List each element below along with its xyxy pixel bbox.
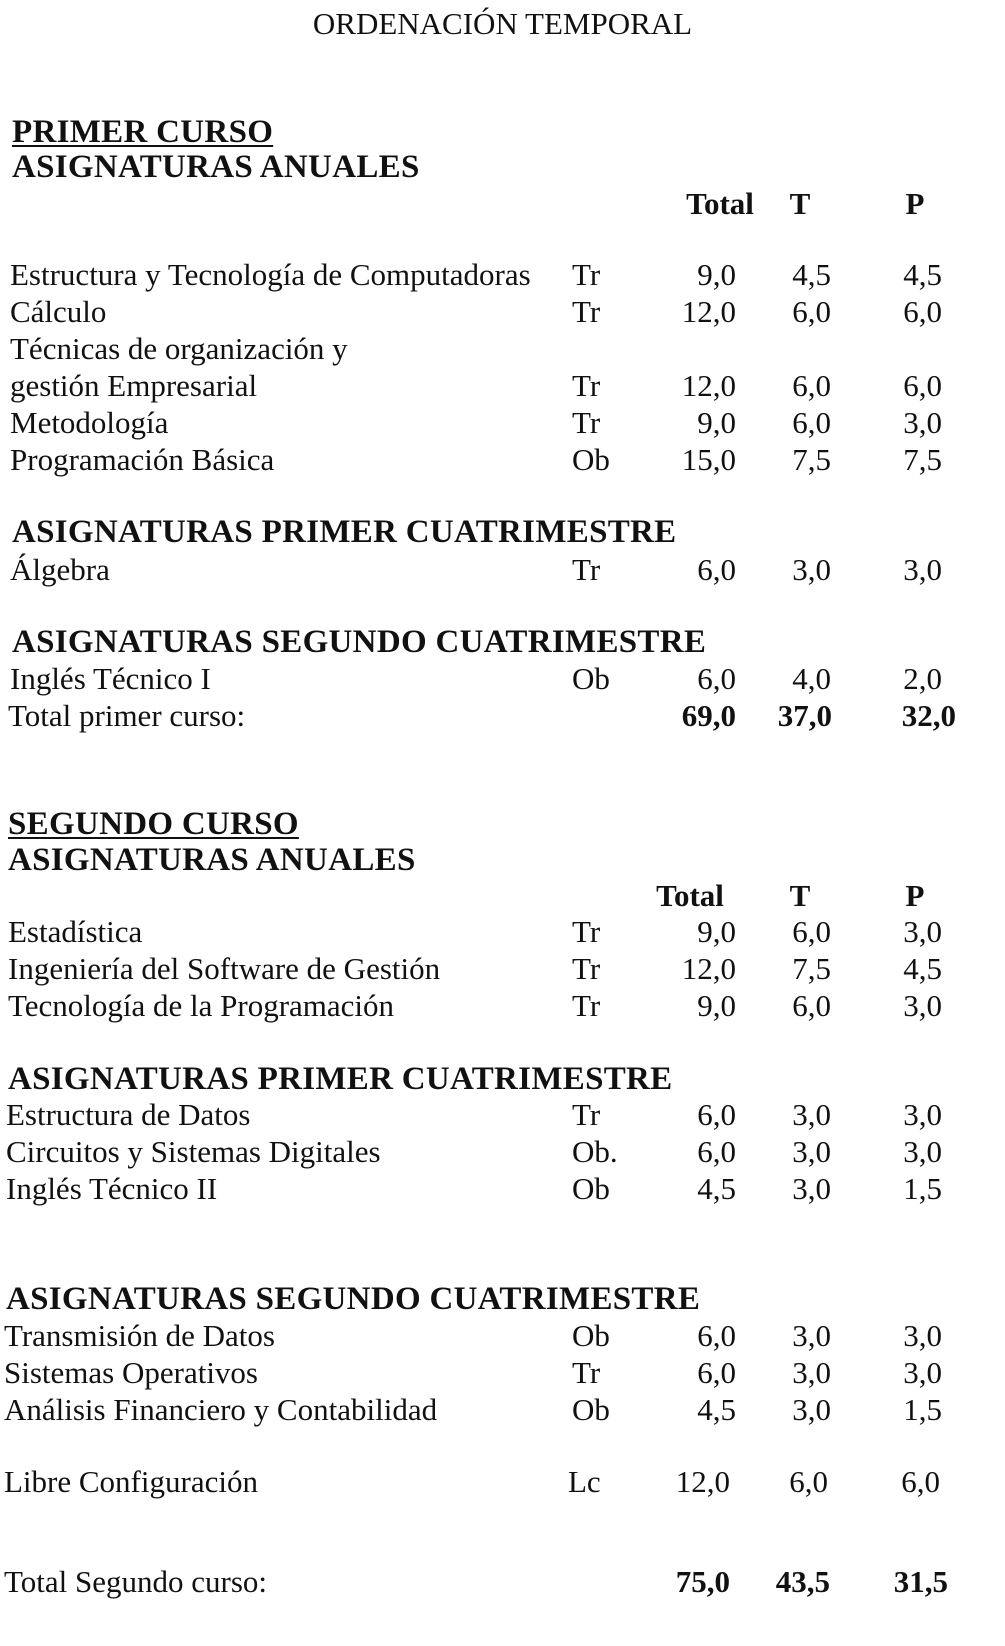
segundo-total-label: Total Segundo curso: <box>4 1564 268 1599</box>
subject-t: 7,5 <box>792 951 831 986</box>
libre-name: Libre Configuración <box>4 1464 258 1499</box>
segundo-col-p: P <box>905 878 925 913</box>
subject-p: 1,5 <box>903 1171 942 1206</box>
subject-total: 6,0 <box>697 1355 736 1390</box>
subject-p: 4,5 <box>903 257 942 292</box>
primer-col-t: T <box>789 186 811 221</box>
subject-p: 3,0 <box>903 1134 942 1169</box>
subject-p: 3,0 <box>903 1318 942 1353</box>
libre-t: 6,0 <box>789 1464 828 1499</box>
subject-t: 3,0 <box>792 1134 831 1169</box>
segundo-col-t: T <box>789 878 811 913</box>
subject-name: Programación Básica <box>10 442 275 477</box>
subject-name: Inglés Técnico I <box>10 661 211 696</box>
subject-p: 1,5 <box>903 1392 942 1427</box>
subject-type: Tr <box>572 951 601 986</box>
subject-name: Análisis Financiero y Contabilidad <box>4 1392 438 1427</box>
subject-total: 6,0 <box>697 1134 736 1169</box>
primer-col-p: P <box>905 186 925 221</box>
subject-name: Técnicas de organización y <box>10 331 348 366</box>
subject-type: Tr <box>572 914 601 949</box>
subject-t: 3,0 <box>792 1355 831 1390</box>
primer-col-total: Total <box>686 186 754 221</box>
subject-t: 3,0 <box>792 1392 831 1427</box>
subject-type: Tr <box>572 294 601 329</box>
subject-name: gestión Empresarial <box>10 368 258 403</box>
subject-type: Ob <box>572 1318 610 1353</box>
subject-t: 3,0 <box>792 1318 831 1353</box>
segundo-curso-heading: SEGUNDO CURSO <box>8 806 299 842</box>
subject-name: Circuitos y Sistemas Digitales <box>6 1134 381 1169</box>
segundo-cuat2-heading: ASIGNATURAS SEGUNDO CUATRIMESTRE <box>6 1281 701 1317</box>
subject-type: Tr <box>572 988 601 1023</box>
subject-total: 15,0 <box>681 442 736 477</box>
subject-total: 9,0 <box>697 988 736 1023</box>
subject-p: 3,0 <box>903 405 942 440</box>
subject-type: Ob <box>572 1392 610 1427</box>
subject-t: 6,0 <box>792 405 831 440</box>
subject-total: 12,0 <box>681 368 736 403</box>
segundo-total-total: 75,0 <box>675 1564 730 1599</box>
subject-t: 3,0 <box>792 1097 831 1132</box>
subject-total: 12,0 <box>681 951 736 986</box>
segundo-cuat1-heading: ASIGNATURAS PRIMER CUATRIMESTRE <box>8 1061 673 1097</box>
subject-t: 6,0 <box>792 368 831 403</box>
subject-name: Estructura de Datos <box>6 1097 251 1132</box>
subject-p: 6,0 <box>903 368 942 403</box>
subject-total: 6,0 <box>697 552 736 587</box>
subject-t: 4,5 <box>792 257 831 292</box>
subject-t: 4,0 <box>792 661 831 696</box>
subject-type: Tr <box>572 552 601 587</box>
subject-t: 6,0 <box>792 294 831 329</box>
subject-type: Tr <box>572 257 601 292</box>
subject-total: 6,0 <box>697 1097 736 1132</box>
subject-t: 6,0 <box>792 988 831 1023</box>
subject-name: Estructura y Tecnología de Computadoras <box>10 257 531 292</box>
subject-name: Metodología <box>10 405 169 440</box>
subject-t: 3,0 <box>792 552 831 587</box>
segundo-anuales-heading: ASIGNATURAS ANUALES <box>8 842 416 878</box>
subject-p: 2,0 <box>903 661 942 696</box>
segundo-col-total: Total <box>656 878 724 913</box>
subject-p: 3,0 <box>903 1097 942 1132</box>
subject-name: Transmisión de Datos <box>4 1318 275 1353</box>
subject-p: 3,0 <box>903 552 942 587</box>
subject-p: 7,5 <box>903 442 942 477</box>
primer-total-label: Total primer curso: <box>8 698 246 733</box>
subject-total: 9,0 <box>697 914 736 949</box>
subject-name: Ingeniería del Software de Gestión <box>8 951 441 986</box>
subject-type: Tr <box>572 1097 601 1132</box>
subject-name: Cálculo <box>10 294 107 329</box>
subject-type: Tr <box>572 368 601 403</box>
segundo-total-p: 31,5 <box>893 1564 948 1599</box>
subject-name: Estadística <box>8 914 143 949</box>
libre-type: Lc <box>568 1464 601 1499</box>
primer-anuales-heading: ASIGNATURAS ANUALES <box>12 149 420 185</box>
subject-total: 6,0 <box>697 661 736 696</box>
subject-total: 4,5 <box>697 1171 736 1206</box>
libre-total: 12,0 <box>675 1464 730 1499</box>
primer-total-total: 69,0 <box>681 698 736 733</box>
subject-p: 3,0 <box>903 988 942 1023</box>
primer-cuat2-heading: ASIGNATURAS SEGUNDO CUATRIMESTRE <box>12 624 707 660</box>
subject-type: Ob <box>572 442 610 477</box>
subject-p: 3,0 <box>903 914 942 949</box>
subject-type: Ob <box>572 1171 610 1206</box>
primer-total-t: 37,0 <box>777 698 832 733</box>
subject-p: 6,0 <box>903 294 942 329</box>
subject-p: 3,0 <box>903 1355 942 1390</box>
subject-total: 6,0 <box>697 1318 736 1353</box>
subject-p: 4,5 <box>903 951 942 986</box>
primer-cuat1-heading: ASIGNATURAS PRIMER CUATRIMESTRE <box>12 514 677 550</box>
subject-type: Tr <box>572 1355 601 1390</box>
subject-name: Inglés Técnico II <box>6 1171 218 1206</box>
page-title: ORDENACIÓN TEMPORAL <box>312 6 693 41</box>
subject-name: Álgebra <box>10 552 110 587</box>
subject-t: 7,5 <box>792 442 831 477</box>
subject-t: 6,0 <box>792 914 831 949</box>
subject-type: Tr <box>572 405 601 440</box>
subject-type: Ob <box>572 661 610 696</box>
subject-name: Sistemas Operativos <box>4 1355 258 1390</box>
subject-t: 3,0 <box>792 1171 831 1206</box>
subject-total: 12,0 <box>681 294 736 329</box>
subject-total: 4,5 <box>697 1392 736 1427</box>
segundo-total-t: 43,5 <box>775 1564 830 1599</box>
subject-total: 9,0 <box>697 405 736 440</box>
subject-name: Tecnología de la Programación <box>8 988 395 1023</box>
primer-curso-heading: PRIMER CURSO <box>12 114 274 150</box>
primer-total-p: 32,0 <box>901 698 956 733</box>
subject-type: Ob. <box>572 1134 618 1169</box>
libre-p: 6,0 <box>901 1464 940 1499</box>
subject-total: 9,0 <box>697 257 736 292</box>
